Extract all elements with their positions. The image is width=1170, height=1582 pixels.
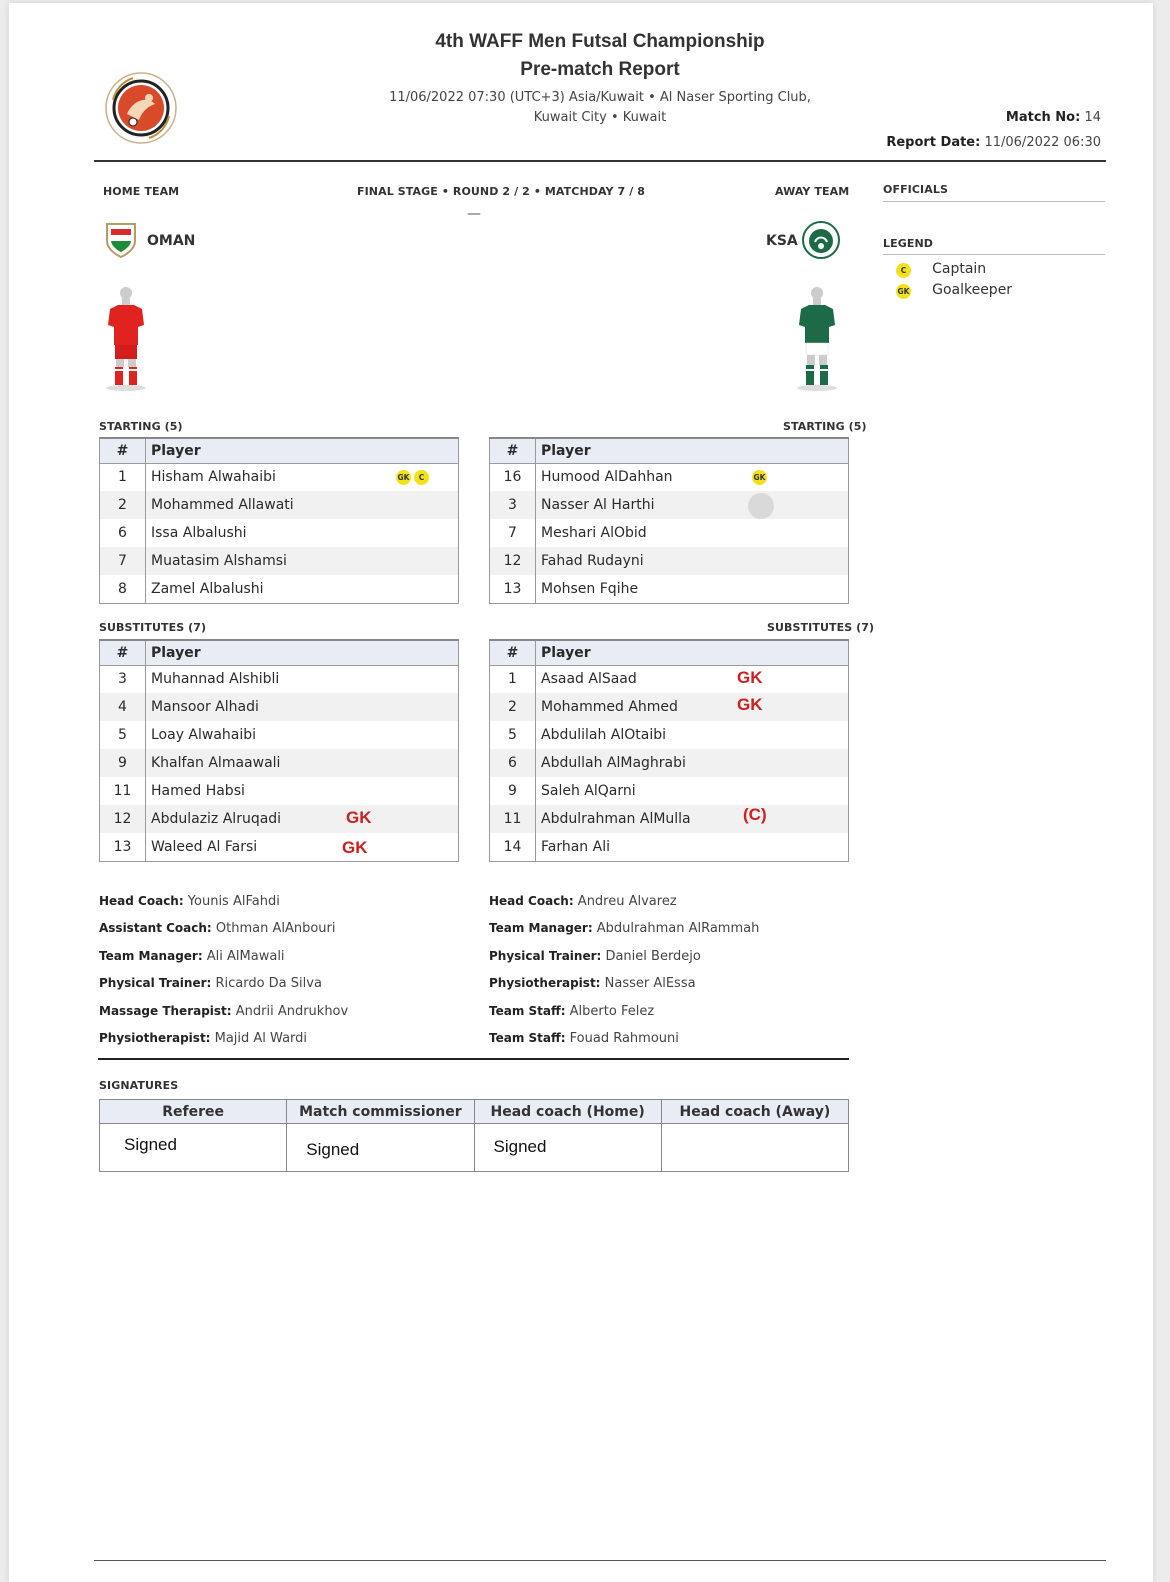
legend-item-goalkeeper — [896, 279, 1012, 299]
sig-col-commissioner: Match commissioner — [287, 1100, 474, 1124]
staff-item: Physical Trainer: Daniel Berdejo — [489, 948, 701, 964]
sig-referee-value: Signed — [100, 1124, 287, 1172]
away-subs-label: SUBSTITUTES (7) — [767, 621, 875, 634]
player-number: 5 — [100, 721, 146, 749]
staff-item: Team Staff: Alberto Felez — [489, 1003, 655, 1019]
staff-item: Team Staff: Fouad Rahmouni — [489, 1031, 679, 1047]
player-name: Khalfan Almaawali — [146, 749, 459, 777]
match-number-value: 14 — [1084, 110, 1101, 125]
officials-divider — [883, 201, 1105, 202]
report-header — [300, 28, 900, 128]
player-number: 9 — [100, 749, 146, 777]
player-name: Farhan Ali — [536, 833, 849, 861]
table-row — [490, 721, 849, 749]
table-row — [100, 491, 459, 519]
table-row — [100, 721, 459, 749]
home-subs-label: SUBSTITUTES (7) — [99, 621, 207, 634]
table-row — [100, 575, 459, 603]
ksa-crest-icon — [801, 220, 841, 260]
col-player-header: Player — [536, 438, 849, 463]
table-row — [490, 575, 849, 603]
player-number: 11 — [490, 805, 536, 833]
table-row — [100, 833, 459, 861]
player-name: Hisham Alwahaibi — [151, 469, 276, 486]
player-number: 2 — [100, 491, 146, 519]
player-number: 3 — [100, 665, 146, 693]
staff-divider — [98, 1058, 849, 1060]
placeholder-circle-icon — [748, 493, 774, 519]
table-row — [490, 805, 849, 833]
player-name: Abdullah AlMaghrabi — [536, 749, 849, 777]
player-number: 14 — [490, 833, 536, 861]
player-name: Muatasim Alshamsi — [146, 547, 459, 575]
col-number-header: # — [490, 438, 536, 463]
away-staff-list — [489, 888, 759, 1052]
player-number: 7 — [100, 547, 146, 575]
player-number: 5 — [490, 721, 536, 749]
player-name: Asaad AlSaad — [541, 671, 637, 688]
signatures-table — [99, 1099, 849, 1172]
player-number: 16 — [490, 463, 536, 491]
match-info-line1: 11/06/2022 07:30 (UTC+3) Asia/Kuwait • Al Naser Sporting Club, — [389, 90, 811, 105]
match-number-label: Match No: — [1005, 110, 1081, 125]
championship-title: 4th WAFF Men Futsal Championship — [435, 31, 765, 52]
handwritten-gk-mark: GK — [346, 808, 372, 827]
player-name: Hamed Habsi — [146, 777, 459, 805]
col-number-header: # — [490, 640, 536, 665]
player-number: 13 — [100, 833, 146, 861]
match-info-line2: Kuwait City • Kuwait — [533, 110, 667, 125]
player-name: Nasser Al Harthi — [541, 497, 655, 513]
home-team-label: HOME TEAM — [103, 185, 180, 198]
table-row — [100, 777, 459, 805]
table-row — [100, 693, 459, 721]
oman-crest-icon — [104, 221, 138, 259]
staff-item: Head Coach: Younis AlFahdi — [99, 894, 280, 909]
table-row — [100, 463, 459, 491]
match-info — [300, 88, 900, 128]
col-number-header: # — [100, 640, 146, 665]
home-subs-table — [99, 639, 459, 862]
legend-label: LEGEND — [883, 237, 934, 250]
home-starting-label: STARTING (5) — [99, 420, 183, 433]
player-number: 11 — [100, 777, 146, 805]
report-date — [886, 135, 1101, 150]
match-number — [1006, 110, 1101, 125]
away-team-label: AWAY TEAM — [775, 185, 850, 198]
handwritten-captain-mark: (C) — [743, 805, 767, 824]
staff-item: Massage Therapist: Andrii Andrukhov — [99, 1003, 349, 1019]
signatures-label: SIGNATURES — [99, 1079, 179, 1092]
player-name: Waleed Al Farsi — [151, 838, 258, 855]
legend-divider — [883, 254, 1105, 255]
staff-item: Team Manager: Abdulrahman AlRammah — [489, 921, 760, 937]
away-kit-icon — [793, 285, 841, 393]
staff-item: Head Coach: Andreu Alvarez — [489, 894, 677, 909]
col-player-header: Player — [146, 640, 459, 665]
home-team-name: OMAN — [147, 233, 196, 249]
home-starting-table — [99, 437, 459, 604]
player-name: Mansoor Alhadi — [146, 693, 459, 721]
staff-item: Assistant Coach: Othman AlAnbouri — [99, 921, 336, 937]
player-number: 1 — [490, 665, 536, 693]
sig-home-coach-value: Signed — [474, 1124, 661, 1172]
legend-captain-text: Captain — [932, 261, 987, 277]
staff-item: Physiotherapist: Majid Al Wardi — [99, 1031, 308, 1047]
col-player-header: Player — [536, 640, 849, 665]
player-name: Zamel Albalushi — [146, 575, 459, 603]
table-row — [490, 833, 849, 861]
player-name: Fahad Rudayni — [536, 547, 849, 575]
player-name: Muhannad Alshibli — [146, 665, 459, 693]
table-row — [490, 463, 849, 491]
table-row — [100, 805, 459, 833]
officials-label: OFFICIALS — [883, 183, 948, 196]
player-name: Humood AlDahhan — [541, 469, 673, 486]
player-name: Mohammed Ahmed — [541, 699, 678, 715]
goalkeeper-badge-icon: GK — [396, 470, 411, 485]
player-name: Abdulilah AlOtaibi — [536, 721, 849, 749]
goalkeeper-badge-icon: GK — [896, 284, 911, 299]
player-number: 6 — [490, 749, 536, 777]
home-staff-list — [99, 888, 348, 1052]
player-name: Issa Albalushi — [146, 519, 459, 547]
away-starting-label: STARTING (5) — [783, 420, 867, 433]
player-name: Mohammed Allawati — [146, 491, 459, 519]
player-number: 2 — [490, 693, 536, 721]
table-row — [490, 693, 849, 721]
player-number: 3 — [490, 491, 536, 519]
match-score: — — [467, 206, 481, 222]
away-subs-table — [489, 639, 849, 862]
player-name: Abdulrahman AlMulla — [541, 811, 691, 827]
championship-logo — [103, 70, 179, 146]
table-row — [490, 491, 849, 519]
player-name: Meshari AlObid — [536, 519, 849, 547]
player-name: Saleh AlQarni — [536, 777, 849, 805]
footer-divider — [94, 1560, 1106, 1561]
player-number: 8 — [100, 575, 146, 603]
table-row — [100, 547, 459, 575]
player-number: 9 — [490, 777, 536, 805]
goalkeeper-badge-icon: GK — [752, 470, 767, 485]
away-team-name: KSA — [766, 233, 798, 249]
table-row — [490, 547, 849, 575]
legend-item-captain — [896, 258, 986, 278]
player-number: 13 — [490, 575, 536, 603]
report-date-label: Report Date: — [886, 135, 981, 150]
table-row — [100, 749, 459, 777]
table-row — [100, 665, 459, 693]
col-number-header: # — [100, 438, 146, 463]
away-starting-table — [489, 437, 849, 604]
stage-info: FINAL STAGE • ROUND 2 / 2 • MATCHDAY 7 / 8 — [357, 185, 646, 198]
captain-badge-icon: C — [414, 470, 429, 485]
staff-item: Physiotherapist: Nasser AlEssa — [489, 976, 696, 992]
staff-item: Team Manager: Ali AlMawali — [99, 948, 285, 964]
captain-badge-icon: C — [896, 263, 911, 278]
col-player-header: Player — [146, 438, 459, 463]
table-row — [490, 665, 849, 693]
table-row — [490, 777, 849, 805]
player-name: Loay Alwahaibi — [146, 721, 459, 749]
player-number: 4 — [100, 693, 146, 721]
sig-away-coach-value — [661, 1124, 848, 1172]
player-number: 1 — [100, 463, 146, 491]
sig-col-home-coach: Head coach (Home) — [474, 1100, 661, 1124]
player-number: 6 — [100, 519, 146, 547]
handwritten-gk-mark: GK — [737, 667, 763, 687]
handwritten-gk-mark: GK — [342, 838, 368, 857]
player-number: 7 — [490, 519, 536, 547]
player-number: 12 — [100, 805, 146, 833]
player-name: Mohsen Fqihe — [536, 575, 849, 603]
handwritten-gk-mark: GK — [737, 695, 763, 714]
header-divider — [94, 160, 1106, 162]
player-number: 12 — [490, 547, 536, 575]
table-row — [100, 519, 459, 547]
sig-col-referee: Referee — [100, 1100, 287, 1124]
home-kit-icon — [102, 285, 150, 393]
table-row — [490, 749, 849, 777]
legend-goalkeeper-text: Goalkeeper — [932, 282, 1013, 298]
table-row — [490, 519, 849, 547]
report-subtitle: Pre-match Report — [520, 59, 680, 80]
player-name: Abdulaziz Alruqadi — [151, 811, 282, 827]
sig-commissioner-value: Signed — [287, 1124, 474, 1172]
staff-item: Physical Trainer: Ricardo Da Silva — [99, 976, 322, 992]
report-date-value: 11/06/2022 06:30 — [984, 135, 1101, 150]
sig-col-away-coach: Head coach (Away) — [661, 1100, 848, 1124]
